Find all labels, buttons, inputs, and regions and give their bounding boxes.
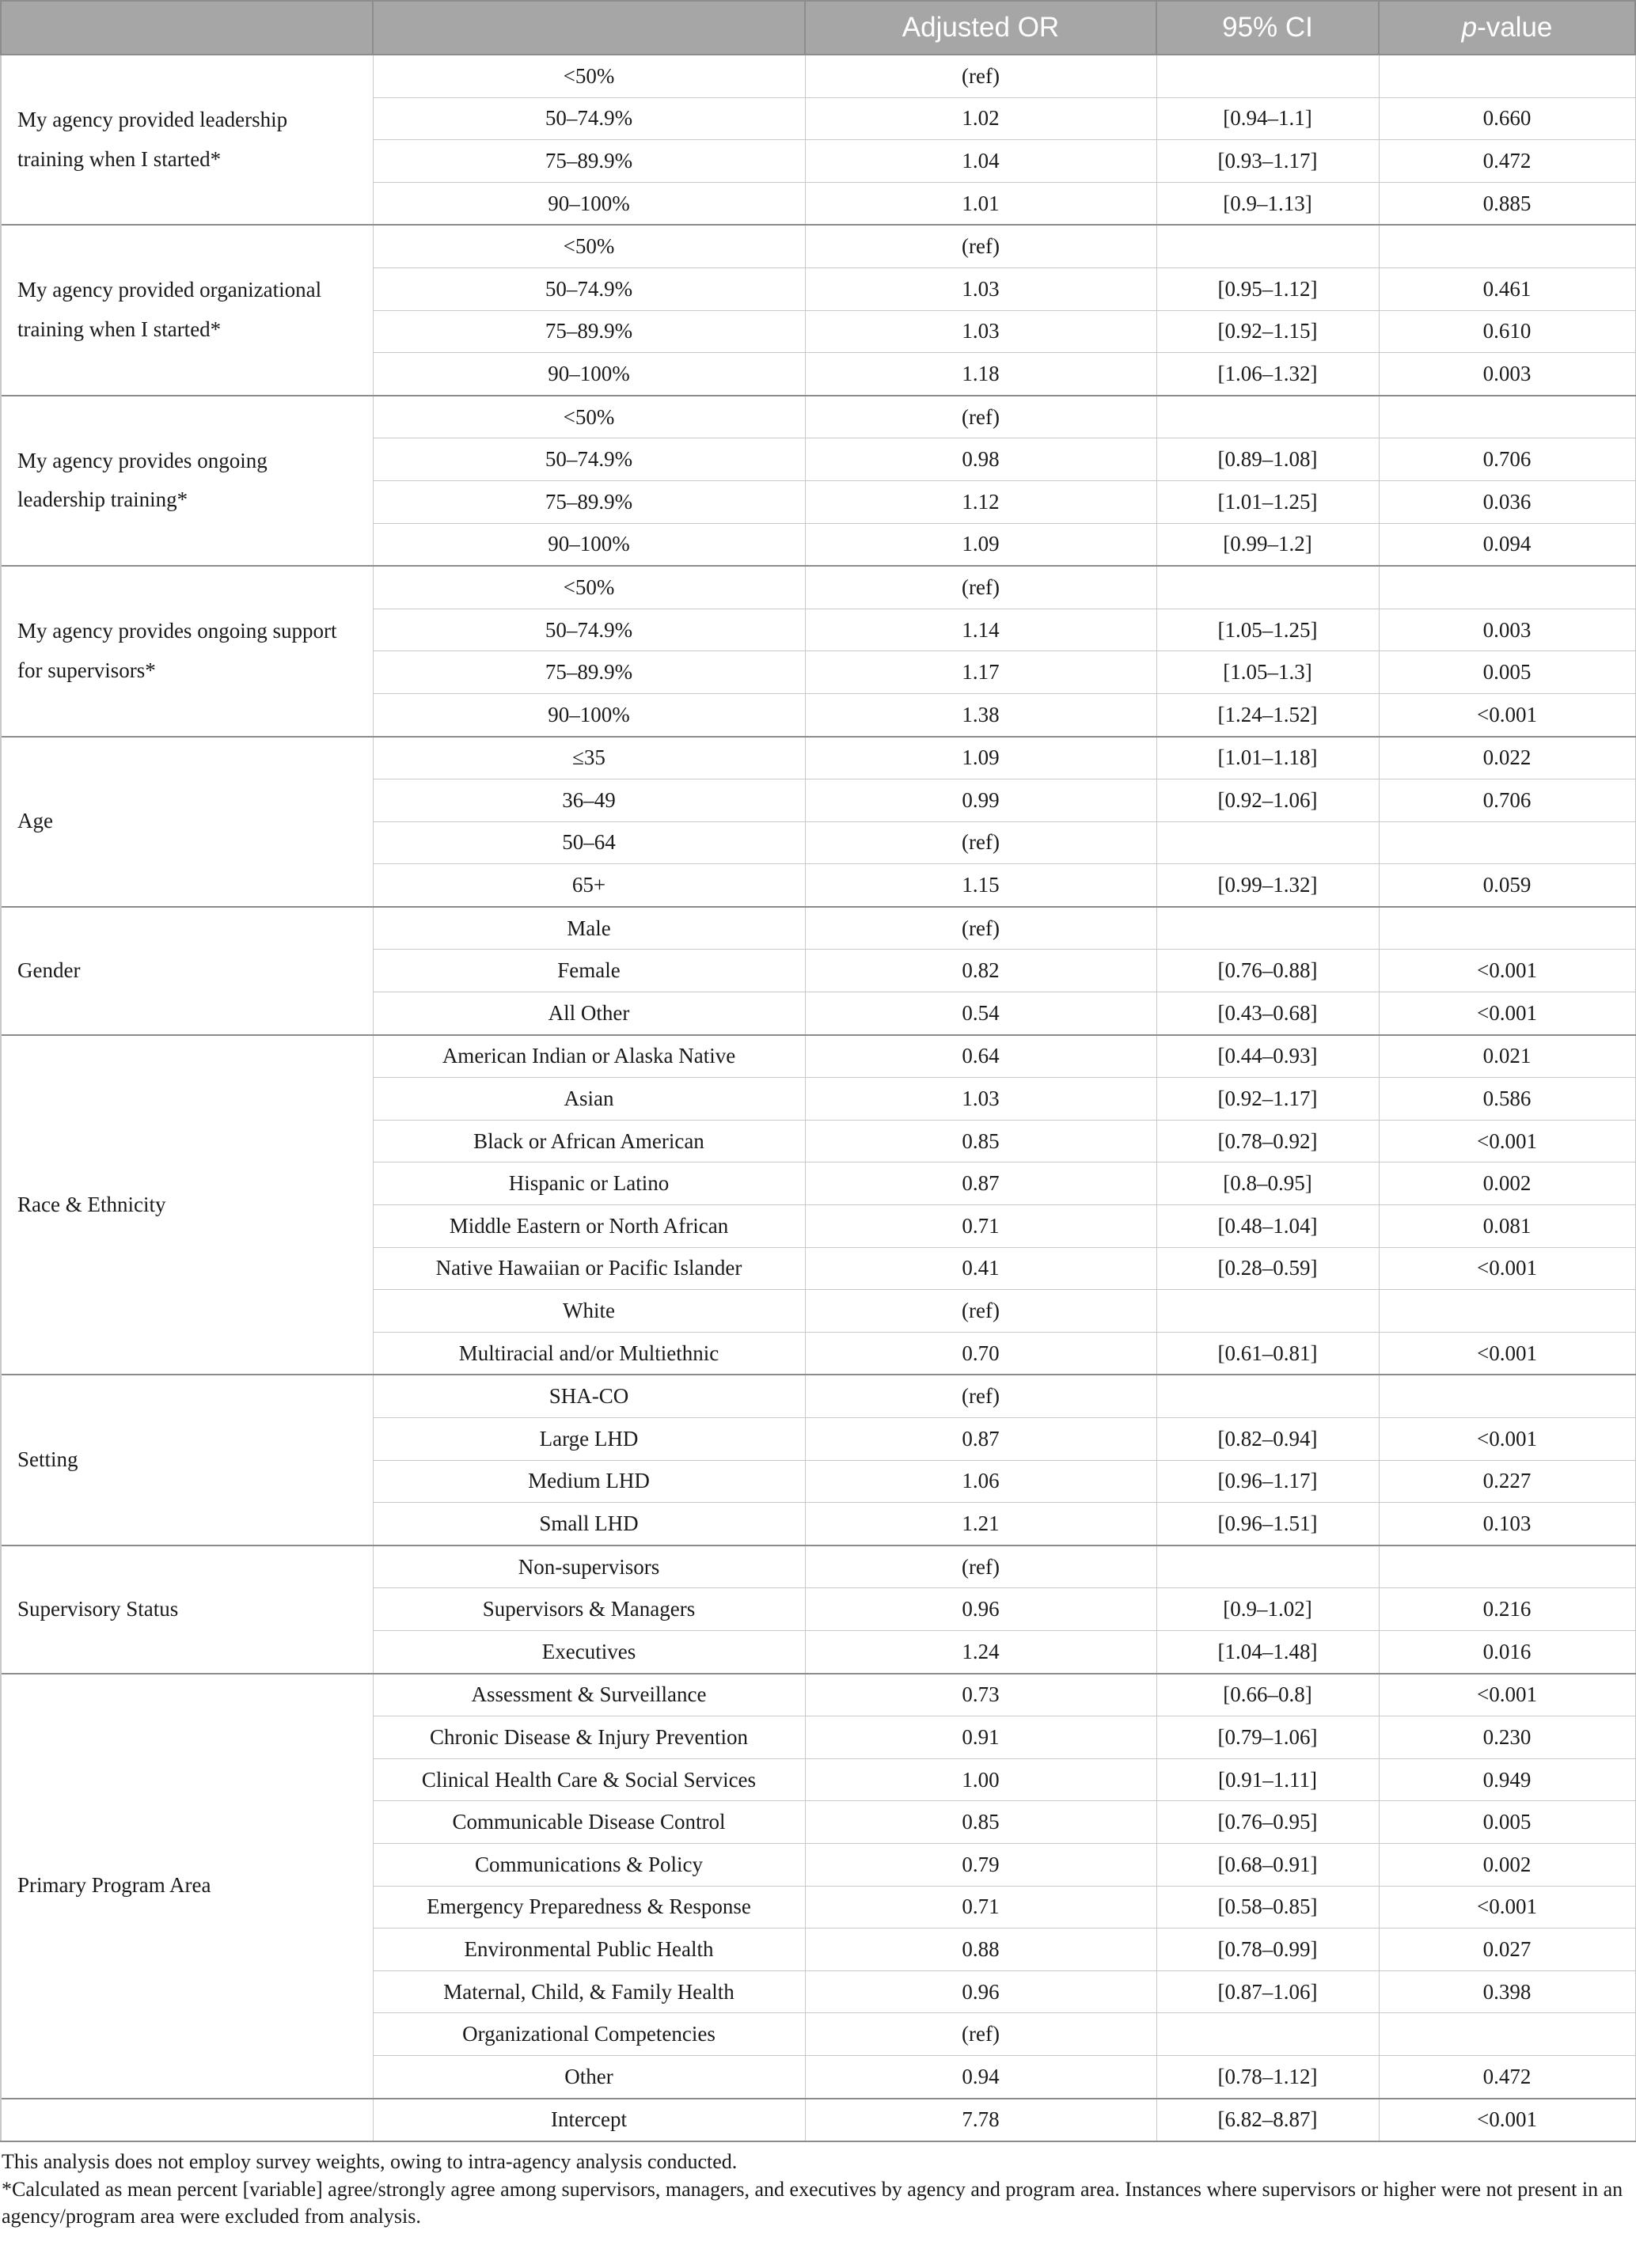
- level-cell: 65+: [373, 864, 805, 907]
- ci-cell: [0.61–0.81]: [1156, 1332, 1379, 1375]
- ci-cell: [1156, 821, 1379, 864]
- p-value-cell: 0.461: [1379, 267, 1635, 310]
- adjusted-or-cell: 0.96: [805, 1588, 1156, 1631]
- ci-cell: [0.92–1.15]: [1156, 310, 1379, 353]
- level-cell: Asian: [373, 1078, 805, 1121]
- adjusted-or-cell: 0.96: [805, 1970, 1156, 2013]
- adjusted-or-cell: 1.12: [805, 480, 1156, 523]
- ci-cell: [0.9–1.02]: [1156, 1588, 1379, 1631]
- ci-cell: [0.99–1.2]: [1156, 523, 1379, 566]
- ci-cell: [0.28–0.59]: [1156, 1247, 1379, 1290]
- p-value-cell: [1379, 1290, 1635, 1333]
- p-value-cell: 0.002: [1379, 1162, 1635, 1205]
- p-value-cell: 0.081: [1379, 1205, 1635, 1248]
- table-notes: [0, 2142, 1636, 2229]
- table-row: [1, 737, 1635, 779]
- adjusted-or-cell: 0.87: [805, 1418, 1156, 1461]
- level-cell: Small LHD: [373, 1503, 805, 1546]
- table-header: [1, 1, 1635, 55]
- ci-cell: [1156, 1546, 1379, 1588]
- ci-cell: [0.44–0.93]: [1156, 1035, 1379, 1078]
- table-row: [1, 1546, 1635, 1588]
- ci-cell: [1.01–1.18]: [1156, 737, 1379, 779]
- table-row: [1, 2099, 1635, 2142]
- header-p-rest: -value: [1477, 12, 1553, 43]
- adjusted-or-cell: (ref): [805, 2013, 1156, 2056]
- level-cell: Communications & Policy: [373, 1843, 805, 1886]
- level-cell: Other: [373, 2055, 805, 2098]
- level-cell: Chronic Disease & Injury Prevention: [373, 1716, 805, 1759]
- ci-cell: [0.78–0.99]: [1156, 1929, 1379, 1971]
- level-cell: Maternal, Child, & Family Health: [373, 1970, 805, 2013]
- level-cell: 36–49: [373, 779, 805, 822]
- adjusted-or-cell: 1.09: [805, 523, 1156, 566]
- note-asterisk: *Calculated as mean percent [variable] agree/strongly agree among supervisors, managers, and executives by agency and program area. Instances where supervisors or higher were not present in an agency/program area were excluded from analysis.: [2, 2178, 1623, 2228]
- p-value-cell: 0.885: [1379, 182, 1635, 225]
- adjusted-or-cell: 1.14: [805, 609, 1156, 651]
- p-value-cell: 0.027: [1379, 1929, 1635, 1971]
- level-cell: Supervisors & Managers: [373, 1588, 805, 1631]
- adjusted-or-cell: 0.70: [805, 1332, 1156, 1375]
- table-body: [1, 55, 1635, 2141]
- level-cell: Organizational Competencies: [373, 2013, 805, 2056]
- level-cell: 75–89.9%: [373, 480, 805, 523]
- p-value-cell: <0.001: [1379, 1674, 1635, 1716]
- level-cell: 50–74.9%: [373, 97, 805, 140]
- level-cell: Female: [373, 950, 805, 992]
- p-value-cell: <0.001: [1379, 1247, 1635, 1290]
- level-cell: 75–89.9%: [373, 140, 805, 183]
- ci-cell: [1.05–1.25]: [1156, 609, 1379, 651]
- level-cell: <50%: [373, 55, 805, 97]
- p-value-cell: <0.001: [1379, 2099, 1635, 2142]
- adjusted-or-cell: 0.99: [805, 779, 1156, 822]
- level-cell: Assessment & Surveillance: [373, 1674, 805, 1716]
- p-value-cell: 0.094: [1379, 523, 1635, 566]
- level-cell: <50%: [373, 225, 805, 267]
- adjusted-or-cell: 1.18: [805, 353, 1156, 396]
- adjusted-or-cell: 0.85: [805, 1801, 1156, 1844]
- adjusted-or-cell: (ref): [805, 1375, 1156, 1417]
- adjusted-or-cell: 0.41: [805, 1247, 1156, 1290]
- level-cell: Native Hawaiian or Pacific Islander: [373, 1247, 805, 1290]
- adjusted-or-cell: 0.87: [805, 1162, 1156, 1205]
- level-cell: Intercept: [373, 2099, 805, 2142]
- p-value-cell: 0.022: [1379, 737, 1635, 779]
- adjusted-or-cell: 7.78: [805, 2099, 1156, 2142]
- level-cell: ≤35: [373, 737, 805, 779]
- p-value-cell: 0.059: [1379, 864, 1635, 907]
- variable-cell: [1, 2099, 373, 2142]
- p-value-cell: <0.001: [1379, 1120, 1635, 1162]
- p-value-cell: 0.016: [1379, 1630, 1635, 1673]
- ci-cell: [1156, 225, 1379, 267]
- level-cell: Large LHD: [373, 1418, 805, 1461]
- adjusted-or-cell: 1.03: [805, 267, 1156, 310]
- level-cell: 75–89.9%: [373, 310, 805, 353]
- header-95-ci: 95% CI: [1156, 1, 1379, 55]
- adjusted-or-cell: 1.03: [805, 1078, 1156, 1121]
- level-cell: 90–100%: [373, 523, 805, 566]
- adjusted-or-cell: 1.01: [805, 182, 1156, 225]
- variable-cell: Race & Ethnicity: [1, 1035, 373, 1375]
- adjusted-or-cell: 0.71: [805, 1886, 1156, 1929]
- adjusted-or-cell: 1.02: [805, 97, 1156, 140]
- ci-cell: [0.79–1.06]: [1156, 1716, 1379, 1759]
- level-cell: 90–100%: [373, 182, 805, 225]
- adjusted-or-cell: 0.64: [805, 1035, 1156, 1078]
- adjusted-or-cell: (ref): [805, 821, 1156, 864]
- table-row: [1, 55, 1635, 97]
- ci-cell: [0.92–1.17]: [1156, 1078, 1379, 1121]
- adjusted-or-cell: (ref): [805, 1546, 1156, 1588]
- ci-cell: [1156, 1375, 1379, 1417]
- p-value-cell: 0.472: [1379, 140, 1635, 183]
- ci-cell: [0.96–1.51]: [1156, 1503, 1379, 1546]
- header-level: [373, 1, 805, 55]
- adjusted-or-cell: 1.00: [805, 1758, 1156, 1801]
- p-value-cell: 0.610: [1379, 310, 1635, 353]
- header-row: [1, 1, 1635, 55]
- p-value-cell: 0.706: [1379, 438, 1635, 481]
- p-value-cell: [1379, 55, 1635, 97]
- level-cell: Non-supervisors: [373, 1546, 805, 1588]
- table-row: [1, 907, 1635, 950]
- ci-cell: [1.04–1.48]: [1156, 1630, 1379, 1673]
- p-value-cell: [1379, 1546, 1635, 1588]
- level-cell: All Other: [373, 992, 805, 1035]
- level-cell: SHA-CO: [373, 1375, 805, 1417]
- ci-cell: [1.05–1.3]: [1156, 651, 1379, 694]
- level-cell: White: [373, 1290, 805, 1333]
- p-value-cell: 0.706: [1379, 779, 1635, 822]
- adjusted-or-cell: 1.03: [805, 310, 1156, 353]
- level-cell: <50%: [373, 566, 805, 609]
- header-adjusted-or: Adjusted OR: [805, 1, 1156, 55]
- level-cell: Male: [373, 907, 805, 950]
- ci-cell: [0.78–0.92]: [1156, 1120, 1379, 1162]
- adjusted-or-cell: (ref): [805, 1290, 1156, 1333]
- variable-cell: Gender: [1, 907, 373, 1035]
- p-value-cell: <0.001: [1379, 1332, 1635, 1375]
- p-value-cell: 0.216: [1379, 1588, 1635, 1631]
- level-cell: 75–89.9%: [373, 651, 805, 694]
- adjusted-or-cell: 1.17: [805, 651, 1156, 694]
- p-value-cell: <0.001: [1379, 950, 1635, 992]
- ci-cell: [1156, 2013, 1379, 2056]
- ci-cell: [0.76–0.95]: [1156, 1801, 1379, 1844]
- p-value-cell: <0.001: [1379, 1886, 1635, 1929]
- ci-cell: [0.48–1.04]: [1156, 1205, 1379, 1248]
- ci-cell: [0.43–0.68]: [1156, 992, 1379, 1035]
- level-cell: Clinical Health Care & Social Services: [373, 1758, 805, 1801]
- p-value-cell: 0.472: [1379, 2055, 1635, 2098]
- p-value-cell: <0.001: [1379, 992, 1635, 1035]
- p-value-cell: 0.003: [1379, 353, 1635, 396]
- adjusted-or-cell: 0.82: [805, 950, 1156, 992]
- variable-cell: Age: [1, 737, 373, 907]
- adjusted-or-cell: 0.88: [805, 1929, 1156, 1971]
- ci-cell: [1156, 55, 1379, 97]
- adjusted-or-cell: 1.09: [805, 737, 1156, 779]
- ci-cell: [0.89–1.08]: [1156, 438, 1379, 481]
- level-cell: Hispanic or Latino: [373, 1162, 805, 1205]
- p-value-cell: 0.021: [1379, 1035, 1635, 1078]
- variable-cell: My agency provides ongoing support for supervisors*: [1, 566, 373, 736]
- variable-cell: Supervisory Status: [1, 1546, 373, 1674]
- level-cell: 90–100%: [373, 353, 805, 396]
- p-value-cell: [1379, 2013, 1635, 2056]
- ci-cell: [0.78–1.12]: [1156, 2055, 1379, 2098]
- ci-cell: [0.8–0.95]: [1156, 1162, 1379, 1205]
- p-value-cell: [1379, 907, 1635, 950]
- ci-cell: [0.93–1.17]: [1156, 140, 1379, 183]
- header-p-italic: p: [1461, 12, 1478, 43]
- adjusted-or-cell: 1.21: [805, 1503, 1156, 1546]
- ci-cell: [0.9–1.13]: [1156, 182, 1379, 225]
- ci-cell: [1.06–1.32]: [1156, 353, 1379, 396]
- p-value-cell: [1379, 396, 1635, 438]
- ci-cell: [0.87–1.06]: [1156, 1970, 1379, 2013]
- ci-cell: [0.66–0.8]: [1156, 1674, 1379, 1716]
- level-cell: Multiracial and/or Multiethnic: [373, 1332, 805, 1375]
- level-cell: American Indian or Alaska Native: [373, 1035, 805, 1078]
- adjusted-or-cell: 1.06: [805, 1460, 1156, 1503]
- p-value-cell: 0.103: [1379, 1503, 1635, 1546]
- ci-cell: [0.68–0.91]: [1156, 1843, 1379, 1886]
- p-value-cell: 0.005: [1379, 651, 1635, 694]
- adjusted-or-cell: (ref): [805, 566, 1156, 609]
- p-value-cell: 0.002: [1379, 1843, 1635, 1886]
- note-weights: This analysis does not employ survey weights, owing to intra-agency analysis conducted.: [2, 2150, 738, 2174]
- p-value-cell: [1379, 1375, 1635, 1417]
- ci-cell: [0.96–1.17]: [1156, 1460, 1379, 1503]
- p-value-cell: 0.005: [1379, 1801, 1635, 1844]
- level-cell: 50–64: [373, 821, 805, 864]
- table-row: [1, 566, 1635, 609]
- p-value-cell: 0.230: [1379, 1716, 1635, 1759]
- p-value-cell: 0.227: [1379, 1460, 1635, 1503]
- adjusted-or-cell: 1.04: [805, 140, 1156, 183]
- adjusted-or-cell: 0.79: [805, 1843, 1156, 1886]
- level-cell: 50–74.9%: [373, 438, 805, 481]
- adjusted-or-cell: 0.94: [805, 2055, 1156, 2098]
- adjusted-or-cell: (ref): [805, 396, 1156, 438]
- level-cell: Communicable Disease Control: [373, 1801, 805, 1844]
- table-row: [1, 1375, 1635, 1417]
- table-row: [1, 225, 1635, 267]
- variable-cell: Primary Program Area: [1, 1674, 373, 2099]
- adjusted-or-cell: 1.24: [805, 1630, 1156, 1673]
- header-p-value: [1379, 1, 1635, 55]
- ci-cell: [0.99–1.32]: [1156, 864, 1379, 907]
- p-value-cell: <0.001: [1379, 693, 1635, 736]
- p-value-cell: [1379, 821, 1635, 864]
- table-row: [1, 396, 1635, 438]
- p-value-cell: <0.001: [1379, 1418, 1635, 1461]
- header-variable: [1, 1, 373, 55]
- ci-cell: [1156, 907, 1379, 950]
- adjusted-or-cell: (ref): [805, 225, 1156, 267]
- p-value-cell: 0.660: [1379, 97, 1635, 140]
- level-cell: <50%: [373, 396, 805, 438]
- level-cell: 50–74.9%: [373, 267, 805, 310]
- adjusted-or-cell: 0.85: [805, 1120, 1156, 1162]
- adjusted-or-cell: 0.91: [805, 1716, 1156, 1759]
- level-cell: Middle Eastern or North African: [373, 1205, 805, 1248]
- ci-cell: [1.01–1.25]: [1156, 480, 1379, 523]
- p-value-cell: 0.003: [1379, 609, 1635, 651]
- adjusted-or-cell: (ref): [805, 907, 1156, 950]
- level-cell: Emergency Preparedness & Response: [373, 1886, 805, 1929]
- p-value-cell: 0.949: [1379, 1758, 1635, 1801]
- ci-cell: [0.76–0.88]: [1156, 950, 1379, 992]
- p-value-cell: 0.036: [1379, 480, 1635, 523]
- ci-cell: [1.24–1.52]: [1156, 693, 1379, 736]
- level-cell: Environmental Public Health: [373, 1929, 805, 1971]
- adjusted-or-cell: (ref): [805, 55, 1156, 97]
- adjusted-or-cell: 0.73: [805, 1674, 1156, 1716]
- ci-cell: [1156, 566, 1379, 609]
- ci-cell: [1156, 396, 1379, 438]
- ci-cell: [6.82–8.87]: [1156, 2099, 1379, 2142]
- ci-cell: [0.82–0.94]: [1156, 1418, 1379, 1461]
- variable-cell: My agency provided organizational training when I started*: [1, 225, 373, 395]
- p-value-cell: 0.398: [1379, 1970, 1635, 2013]
- adjusted-or-cell: 0.98: [805, 438, 1156, 481]
- variable-cell: My agency provided leadership training when I started*: [1, 55, 373, 225]
- adjusted-or-cell: 1.38: [805, 693, 1156, 736]
- p-value-cell: 0.586: [1379, 1078, 1635, 1121]
- level-cell: 50–74.9%: [373, 609, 805, 651]
- p-value-cell: [1379, 225, 1635, 267]
- ci-cell: [0.58–0.85]: [1156, 1886, 1379, 1929]
- level-cell: Black or African American: [373, 1120, 805, 1162]
- p-value-cell: [1379, 566, 1635, 609]
- table-row: [1, 1674, 1635, 1716]
- table-row: [1, 1035, 1635, 1078]
- variable-cell: My agency provides ongoing leadership training*: [1, 396, 373, 566]
- ci-cell: [0.91–1.11]: [1156, 1758, 1379, 1801]
- adjusted-or-cell: 0.54: [805, 992, 1156, 1035]
- adjusted-or-cell: 0.71: [805, 1205, 1156, 1248]
- variable-cell: Setting: [1, 1375, 373, 1545]
- ci-cell: [0.92–1.06]: [1156, 779, 1379, 822]
- ci-cell: [0.94–1.1]: [1156, 97, 1379, 140]
- ci-cell: [0.95–1.12]: [1156, 267, 1379, 310]
- adjusted-or-cell: 1.15: [805, 864, 1156, 907]
- level-cell: Executives: [373, 1630, 805, 1673]
- level-cell: 90–100%: [373, 693, 805, 736]
- ci-cell: [1156, 1290, 1379, 1333]
- level-cell: Medium LHD: [373, 1460, 805, 1503]
